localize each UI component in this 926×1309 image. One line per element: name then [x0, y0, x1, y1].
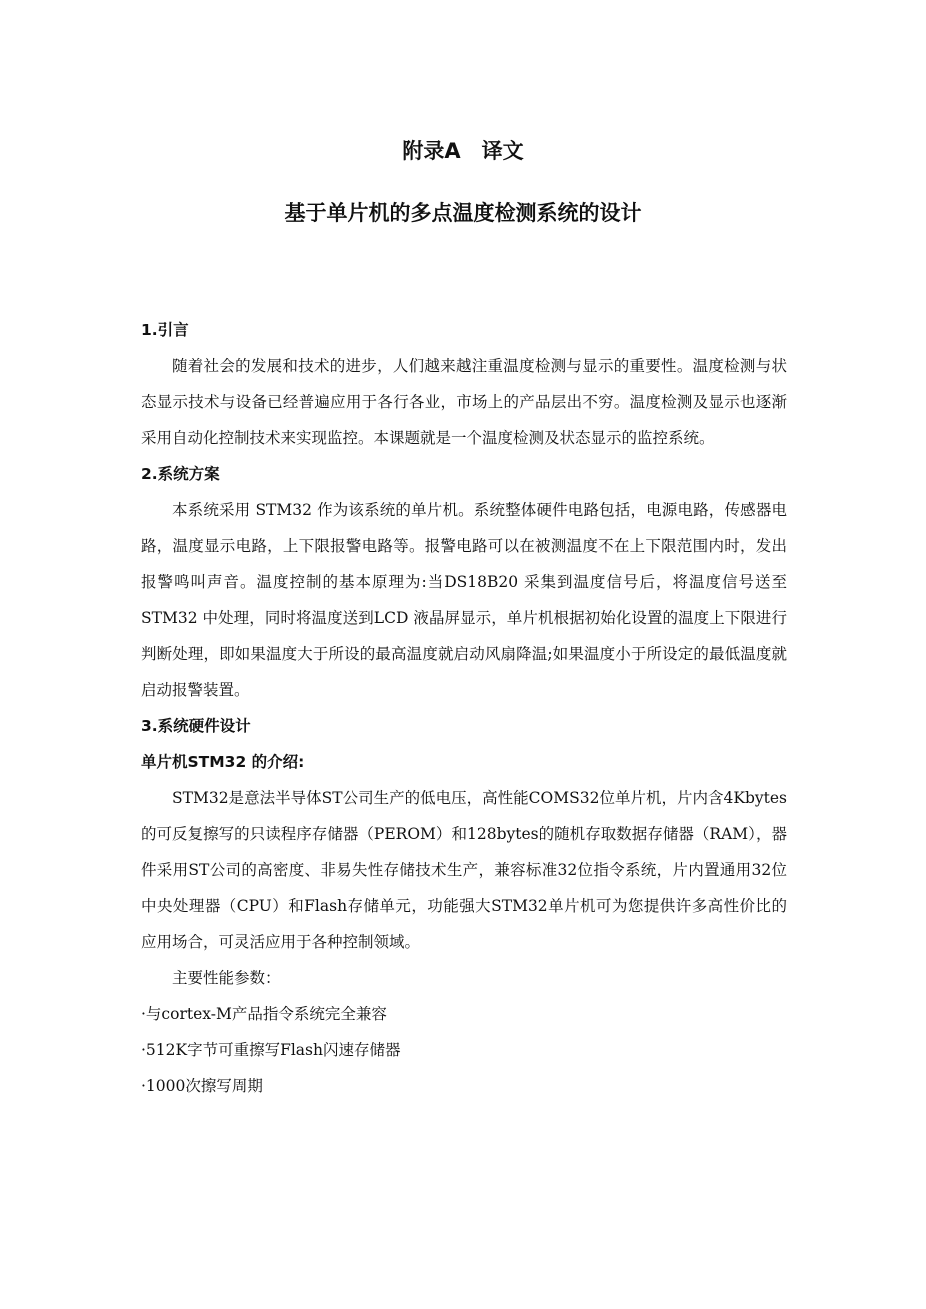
- subsection-heading-mcu: 单片机STM32 的介绍:: [141, 753, 305, 771]
- params-label: 主要性能参数：: [172, 969, 281, 987]
- list-item: ·与cortex-M产品指令系统完全兼容: [141, 1005, 387, 1023]
- list-item: ·512K字节可重擦写Flash闪速存储器: [141, 1041, 401, 1059]
- mcu-paragraph: STM32是意法半导体ST公司生产的低电压，高性能COMS32位单片机，片内含4Kbytes的可反复擦写的只读程序存储器（PEROM）和128bytes的随机存取数据存储器（RAM），器件采用ST公司的高密度、非易失性存储技术生产，兼容标准32位指令系统，片内置通用32位中央处理器（CPU）和Flash存储单元，功能强大STM32单片机可为您提供许多高性价比的应用场合，可灵活应用于各种控制领域。: [141, 789, 787, 951]
- section-heading-hardware: 3.系统硬件设计: [141, 717, 251, 735]
- scheme-paragraph: 本系统采用 STM32 作为该系统的单片机。系统整体硬件电路包括，电源电路，传感器电路，温度显示电路，上下限报警电路等。报警电路可以在被测温度不在上下限范围内时，发出报警鸣叫声音。温度控制的基本原理为:当DS18B20 采集到温度信号后，将温度信号送至STM32 中处理，同时将温度送到LCD 液晶屏显示，单片机根据初始化设置的温度上下限进行判断处理，即如果温度大于所设的最高温度就启动风扇降温;如果温度小于所设定的最低温度就启动报警装置。: [141, 501, 787, 699]
- section-heading-scheme: 2.系统方案: [141, 465, 220, 483]
- paper-title: 基于单片机的多点温度检测系统的设计: [284, 201, 642, 225]
- section-heading-intro: 1.引言: [141, 321, 189, 339]
- list-item: ·1000次擦写周期: [141, 1077, 263, 1095]
- document-body: [141, 312, 787, 1104]
- appendix-title: 附录A 译文: [402, 139, 524, 163]
- intro-paragraph: 随着社会的发展和技术的进步，人们越来越注重温度检测与显示的重要性。温度检测与状态显示技术与设备已经普遍应用于各行各业，市场上的产品层出不穷。温度检测及显示也逐渐采用自动化控制技术来实现监控。本课题就是一个温度检测及状态显示的监控系统。: [141, 357, 787, 447]
